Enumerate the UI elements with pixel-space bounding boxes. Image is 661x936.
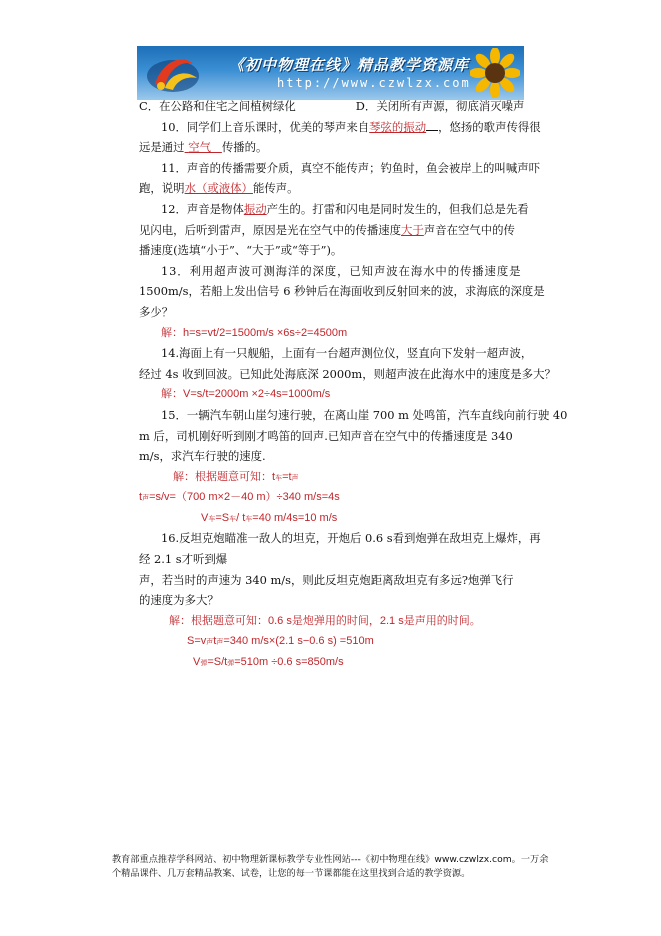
q12-line3: 播速度(选填“小于”、“大于”或“等于”)。 bbox=[139, 243, 343, 258]
answer-blank: 水（或液体） bbox=[184, 181, 253, 196]
q14-line1: 14.海面上有一只舰船，上面有一台超声测位仪，竖直向下发射一超声波， bbox=[161, 346, 533, 361]
q14-line2: 经过 4s 收到回波。已知此处海底深 2000m，则超声波在此海水中的速度是多大？ bbox=[139, 366, 556, 381]
q11-line1: 11．声音的传播需要介质，真空不能传声；钓鱼时，鱼会被岸上的叫喊声吓 bbox=[161, 160, 540, 175]
site-logo-icon bbox=[143, 50, 203, 96]
q13-line3: 多少？ bbox=[139, 304, 174, 319]
footer-line-1: 教育部重点推荐学科网站、初中物理新课标教学专业性网站---《初中物理在线》www.czwlzx.com。一万余 bbox=[112, 854, 549, 865]
banner-title: 《初中物理在线》精品教学资源库 bbox=[229, 56, 470, 74]
answer-blank: 振动 bbox=[243, 201, 267, 216]
q16-line2: 经 2.1 s才听到爆 bbox=[139, 552, 228, 567]
answer-blank: 琴弦的振动 bbox=[369, 119, 427, 134]
q12-line1: 12．声音是物体振动产生的。打雷和闪电是同时发生的，但我们总是先看 bbox=[161, 201, 529, 216]
q16-solution-1: 解：根据题意可知：0.6 s是炮弹用的时间，2.1 s是声用的时间。 bbox=[169, 614, 481, 627]
q13-solution: 解：h=s=vt/2=1500m/s ×6s÷2=4500m bbox=[161, 326, 348, 339]
q16-solution-2: S=v声t声=340 m/s×(2.1 s−0.6 s) =510m bbox=[187, 635, 374, 648]
q10-line2: 远是通过 空气 传播的。 bbox=[139, 140, 268, 155]
header-banner bbox=[137, 46, 524, 100]
q14-solution: 解：V=s/t=2000m ×2÷4s=1000m/s bbox=[161, 388, 331, 401]
q11-line2: 跑，说明水（或液体）能传声。 bbox=[139, 181, 299, 196]
q13-line1: 13．利用超声波可测海洋的深度，已知声波在海水中的传播速度是 bbox=[161, 263, 522, 278]
q12-line2: 见闪电，后听到雷声，原因是光在空气中的传播速度大于声音在空气中的传 bbox=[139, 222, 515, 237]
q15-line2: m 后，司机刚好听到刚才鸣笛的回声.已知声音在空气中的传播速度是 340 bbox=[139, 428, 513, 443]
q15-solution-3: V车=S车/ t车=40 m/4s=10 m/s bbox=[201, 511, 338, 524]
q16-line4: 的速度为多大？ bbox=[139, 593, 219, 608]
sunflower-icon bbox=[470, 48, 520, 98]
answer-blank: 空气 bbox=[188, 140, 211, 155]
q16-solution-3: V弹=S/t弹=510m ÷0.6 s=850m/s bbox=[193, 656, 344, 669]
page-footer bbox=[112, 853, 552, 881]
q13-line2: 1500m/s，若船上发出信号 6 秒钟后在海面收到反射回来的波，求海底的深度是 bbox=[139, 284, 545, 299]
q15-line3: m/s，求汽车行驶的速度. bbox=[139, 449, 266, 464]
q16-line3: 声，若当时的声速为 340 m/s，则此反坦克炮距离敌坦克有多远?炮弹飞行 bbox=[139, 572, 514, 587]
banner-url: http://www.czwlzx.com bbox=[277, 76, 471, 90]
worksheet-body bbox=[139, 96, 568, 673]
q10-line1: 10．同学们上音乐课时，优美的琴声来自琴弦的振动 ，悠扬的歌声传得很 bbox=[161, 119, 541, 134]
answer-blank: 大于 bbox=[401, 222, 424, 237]
q9-options: C．在公路和住宅之间植树绿化 D．关闭所有声源，彻底消灭噪声 bbox=[139, 99, 525, 113]
q15-line1: 15．一辆汽车朝山崖匀速行驶，在离山崖 700 m 处鸣笛，汽车直线向前行驶 40 bbox=[161, 407, 568, 422]
q16-line1: 16.反坦克炮瞄准一敌人的坦克，开炮后 0.6 s看到炮弹在敌坦克上爆炸，再 bbox=[161, 531, 541, 546]
q15-solution-2: t声=s/v=（700 m×2－40 m）÷340 m/s=4s bbox=[139, 491, 340, 504]
q15-solution-1: 解：根据题意可知：t车=t声 bbox=[173, 470, 299, 483]
footer-line-2: 个精品课件、几万套精品教案、试卷，让您的每一节课都能在这里找到合适的教学资源。 bbox=[112, 868, 471, 879]
